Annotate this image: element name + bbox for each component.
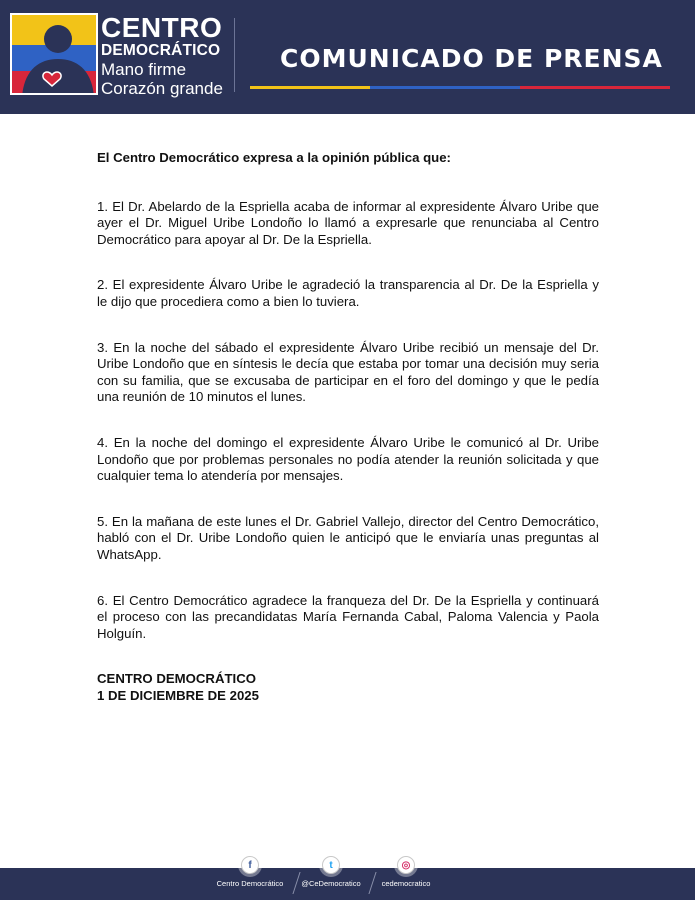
paragraph-4: 4. En la noche del domingo el expresidente Álvaro Uribe le comunicó al Dr. Uribe Londoño que por problemas personales no podía atender la reunión solicitada y que cualquier tema lo atendería por mensajes.	[97, 434, 599, 484]
tagline-line-1: Mano firme	[101, 60, 187, 79]
twitter-handle: @CeDemocratico	[301, 879, 361, 888]
press-release-body	[97, 150, 599, 704]
brand-name: CENTRO	[101, 12, 223, 43]
brand-subtitle: DEMOCRÁTICO	[101, 42, 221, 59]
press-release-title: COMUNICADO DE PRENSA	[280, 44, 663, 73]
social-instagram[interactable]	[346, 856, 466, 888]
facebook-handle: Centro Democrático	[216, 879, 284, 888]
paragraph-5: 5. En la mañana de este lunes el Dr. Gabriel Vallejo, director del Centro Democrático, habló con el Dr. Uribe Londoño quien le anticipó que le enviaría unas preguntas al WhatsApp.	[97, 513, 599, 562]
twitter-icon: t	[322, 856, 340, 874]
intro-statement: El Centro Democrático expresa a la opinión pública que:	[97, 150, 451, 165]
paragraph-1: 1. El Dr. Abelardo de la Espriella acaba de informar al expresidente Álvaro Uribe que ayer el Dr. Miguel Uribe Londoño lo llamó a expresarle que renunciaba al Centro Democrático para apoyar al Dr. De la Espriella.	[97, 198, 599, 247]
stripe-red	[520, 86, 670, 89]
party-logo	[10, 13, 98, 95]
tagline-line-2: Corazón grande	[101, 79, 223, 98]
signature: CENTRO DEMOCRÁTICO	[97, 671, 256, 687]
stripe-blue	[370, 86, 520, 89]
facebook-icon: f	[241, 856, 259, 874]
instagram-icon: ◎	[397, 856, 415, 874]
paragraph-3: 3. En la noche del sábado el expresidente Álvaro Uribe recibió un mensaje del Dr. Uribe Londoño que en síntesis le decía que estaba por tomar una decisión muy seria con su familia, que se excusaba de participar en el foro del domingo y que le pedía una reunión de 10 minutos el lunes.	[97, 339, 599, 405]
instagram-handle: cedemocratico	[381, 879, 431, 888]
paragraph-6: 6. El Centro Democrático agradece la franqueza del Dr. De la Espriella y continuará el proceso con las precandidatas María Fernanda Cabal, Paloma Valencia y Paola Holguín.	[97, 592, 599, 641]
press-header	[0, 0, 695, 114]
brand-block	[101, 14, 223, 98]
paragraph-2: 2. El expresidente Álvaro Uribe le agradeció la transparencia al Dr. De la Espriella y le dijo que procediera como a bien lo tuviera.	[97, 277, 599, 309]
header-divider	[234, 18, 235, 92]
stripe-yellow	[250, 86, 370, 89]
release-date: 1 DE DICIEMBRE DE 2025	[97, 687, 259, 703]
